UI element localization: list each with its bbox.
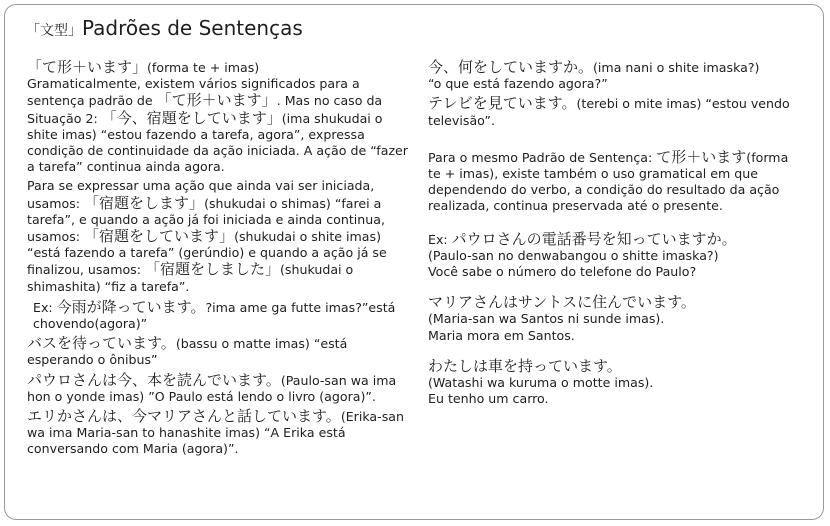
example-romaji: (Paulo-san no denwabangou o shitte imaska?)	[428, 247, 719, 263]
example-jp: わたしは車を持っています。	[428, 356, 622, 375]
example-jp: テレビを見ています。	[428, 94, 577, 113]
example-romaji: (Maria-san wa Santos ni sunde imas).	[428, 311, 665, 327]
example-answer	[428, 95, 800, 128]
example-sentence	[428, 358, 800, 375]
pattern-jp: 「て形＋います」	[27, 58, 148, 76]
example-translation: Eu tenho um carro.	[428, 391, 549, 407]
paragraph-meaning	[27, 76, 409, 175]
right-column	[428, 59, 800, 407]
example-jp: マリアさんはサントスに住んでいます。	[428, 293, 696, 312]
example-sentence	[27, 299, 409, 332]
left-column	[27, 59, 409, 458]
paragraph-jp: 「宿題をします」	[84, 193, 205, 212]
example-prefix: Ex:	[428, 231, 452, 247]
paragraph-text: Para o mesmo Padrão de Sentença:	[428, 149, 657, 165]
paragraph-jp: 「宿題をしました」	[144, 260, 280, 279]
paragraph-jp: 「宿題をしています」	[84, 227, 235, 246]
pattern-heading	[27, 59, 409, 76]
example-sentence	[27, 408, 409, 458]
example-sentence	[428, 294, 800, 311]
paragraph-state	[428, 149, 800, 215]
example-jp: 今雨が降っています。	[56, 297, 206, 316]
paragraph-text: . Mas no caso da Situação 2:	[27, 93, 383, 126]
example-romaji: (Paulo-san wa ima hon o yonde imas) ”O Paulo está lendo o livro (agora)”.	[27, 372, 397, 404]
paragraph-text: (shukudai o shimashita) “fiz a tarefa”.	[27, 262, 354, 294]
example-sentence	[27, 372, 409, 405]
example-romaji: ?ima ame ga futte imas?”está chovendo(agora)”	[33, 299, 396, 332]
example-romaji: (ima nani o shite imaska?)	[593, 60, 760, 75]
paragraph-text: (shukudai o shimas) “farei a tarefa”, e quando a ação já foi iniciada e ainda continua, usamos:	[27, 195, 385, 245]
paragraph-text: (shukudai o shite imas) “está fazendo a tarefa” (gerúndio) e quando a ação já se finalizou, usamos:	[27, 229, 387, 278]
example-translation: Você sabe o número do telefone do Paulo?	[428, 264, 697, 280]
paragraph-text: (forma te + imas), existe também o uso gramatical em que dependendo do verbo, a condição do resultado da ação realizada, continua preservada até o presente.	[428, 149, 789, 214]
example-romaji: (Erika-san wa ima Maria-san to hanashite imas) “A Erika está conversando com Maria (agora)”.	[27, 409, 404, 457]
paragraph-jp: 「て形＋います」	[156, 91, 277, 110]
page-title	[26, 16, 303, 40]
example-translation: Maria mora em Santos.	[428, 327, 575, 343]
example-jp: パウロさんは今、本を読んでいます。	[27, 370, 281, 389]
example-romaji: (bassu o matte imas) “está esperando o ônibus”	[27, 336, 348, 368]
title-text: Padrões de Sentenças	[82, 16, 303, 40]
example-sentence	[428, 231, 800, 248]
example-translation: “o que está fazendo agora?”	[428, 76, 608, 92]
paragraph-usage	[27, 178, 409, 294]
title-label-jp: 「文型」	[26, 23, 82, 39]
example-question	[428, 59, 800, 76]
example-prefix: Ex:	[33, 299, 57, 315]
paragraph-text: Para se expressar uma ação que ainda vai ser iniciada, usamos:	[27, 178, 375, 211]
paragraph-jp: て形＋います	[656, 147, 747, 166]
example-jp: バスを待っています。	[27, 334, 176, 353]
paragraph-jp: 「今、宿題をしています」	[101, 108, 282, 127]
example-jp: エリかさんは、今マリアさんと話しています。	[27, 407, 341, 426]
example-jp: 今、何をしていますか。	[428, 58, 594, 76]
example-romaji: (Watashi wa kuruma o motte imas).	[428, 375, 654, 391]
example-romaji: (terebi o mite imas) “estou vendo televisão”.	[428, 96, 790, 128]
paragraph-text: (ima shukudai o shite imas) “estou fazendo a tarefa, agora”, expressa condição de continuidade da ação iniciada. A ação de “fazer a tarefa” continua ainda agora.	[27, 110, 408, 175]
example-jp: パウロさんの電話番号を知っていますか。	[451, 229, 737, 248]
paragraph-text: Gramaticalmente, existem vários significados para a sentença padrão de	[27, 76, 360, 109]
pattern-romaji: (forma te + imas)	[147, 60, 260, 75]
example-sentence	[27, 335, 409, 368]
